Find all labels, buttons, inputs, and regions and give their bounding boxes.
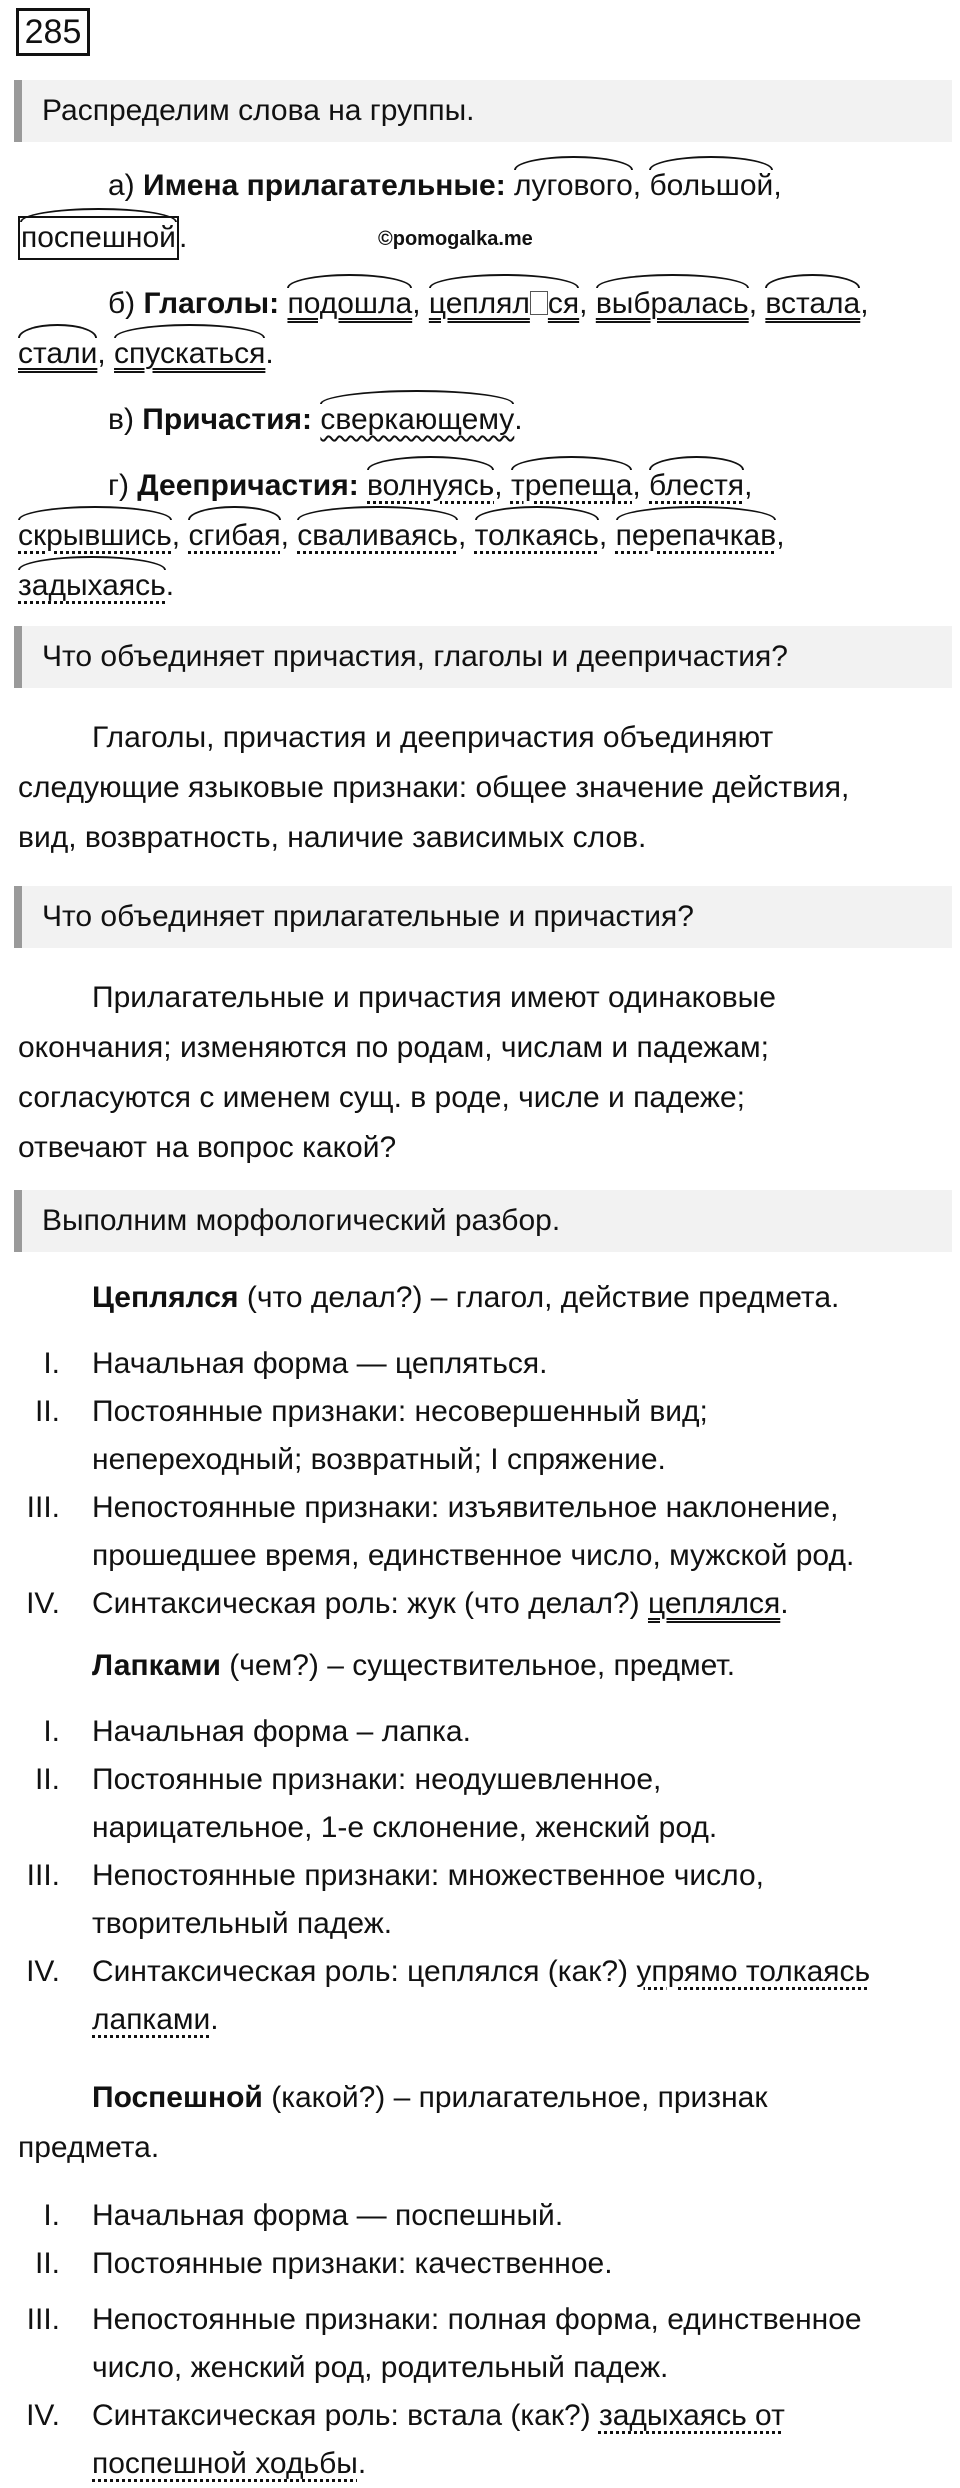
parse-item: Начальная форма — поспешный. — [92, 2199, 564, 2232]
paragraph-line: отвечают на вопрос какой? — [18, 1131, 397, 1164]
word-spuskatsya: спускаться — [114, 334, 265, 374]
paragraph-line: согласуются с именем сущ. в роде, числе и падеже; — [18, 1081, 746, 1114]
label-g: г) — [108, 469, 138, 502]
participles-heading: Причастия: — [142, 403, 313, 436]
parse-title-lapkami: Лапками (чем?) – существительное, предмет. — [92, 1649, 736, 1682]
underlined-adverbial: упрямо толкаясь — [636, 1955, 871, 1988]
exercise-number: 285 — [16, 8, 90, 56]
word-lugovogo: лугового — [514, 166, 633, 206]
word-svalivayas: сваливаясь — [297, 516, 458, 556]
paragraph-line: Глаголы, причастия и деепричастия объединяют — [92, 721, 774, 754]
roman-numeral: I. — [43, 1347, 60, 1380]
parse-item: прошедшее время, единственное число, мужской род. — [92, 1539, 855, 1572]
word-perepachkav: перепачкав — [616, 516, 777, 556]
parse-title-ceplyalsya: Цеплялся (что делал?) – глагол, действие предмета. — [92, 1281, 840, 1314]
parse-item: Непостоянные признаки: изъявительное наклонение, — [92, 1491, 839, 1524]
roman-numeral: II. — [34, 1763, 60, 1796]
word-sgibaya: сгибая — [188, 516, 280, 556]
word-pospeshnoy: поспешной — [18, 216, 179, 260]
gerunds-heading: Деепричастия: — [137, 469, 359, 502]
parse-item: Синтаксическая роль: жук (что делал?) цеплялся. — [92, 1587, 789, 1620]
roman-numeral: IV. — [26, 1587, 60, 1620]
word-vstala: встала — [765, 284, 860, 324]
underlined-predicate: цеплялся — [647, 1587, 781, 1620]
participles-line: в) Причастия: сверкающему. — [108, 400, 523, 440]
parse-item: Начальная форма — цепляться. — [92, 1347, 548, 1380]
parse-item: нарицательное, 1-е склонение, женский род. — [92, 1811, 718, 1844]
word-sverkayuschemu: сверкающему — [320, 400, 514, 440]
roman-numeral: II. — [34, 1395, 60, 1428]
label-b: б) — [108, 287, 144, 320]
paragraph-line: окончания; изменяются по родам, числам и падежам; — [18, 1031, 769, 1064]
gerunds-line-2: скрывшись, сгибая, сваливаясь, толкаясь, перепачкав, — [18, 516, 785, 556]
roman-numeral: IV. — [26, 1955, 60, 1988]
word-tolkayas: толкаясь — [475, 516, 599, 556]
word-blestya: блестя — [649, 466, 744, 506]
section-header-groups: Распределим слова на группы. — [14, 80, 952, 142]
roman-numeral: III. — [26, 2303, 60, 2336]
watermark: ©pomogalka.me — [378, 228, 533, 250]
verbs-line-2: стали, спускаться. — [18, 334, 274, 374]
parse-item: Синтаксическая роль: встала (как?) задыхаясь от — [92, 2399, 785, 2432]
parse-title-pospeshnoy: Поспешной (какой?) – прилагательное, признак — [92, 2081, 768, 2114]
underlined-adverbial: задыхаясь от — [598, 2399, 785, 2432]
word-trepescha: трепеща — [511, 466, 632, 506]
word-podoshla: подошла — [287, 284, 412, 324]
word-bolshoy: большой — [649, 166, 773, 206]
underlined-adverbial: лапками — [92, 2003, 211, 2036]
roman-numeral: I. — [43, 2199, 60, 2232]
verbs-line: б) Глаголы: подошла, цеплял ся, выбралась, встала, — [108, 284, 869, 324]
parse-item: поспешной ходьбы. — [92, 2447, 367, 2480]
paragraph-line: следующие языковые признаки: общее значение действия, — [18, 771, 850, 804]
parse-item: Непостоянные признаки: полная форма, единственное — [92, 2303, 862, 2336]
missing-letter-box — [530, 291, 548, 315]
word-ceplyalsya: цеплял ся — [429, 284, 579, 324]
gerunds-line-3: задыхаясь. — [18, 566, 174, 606]
word-vybralas: выбралась — [596, 284, 749, 324]
parse-item: Постоянные признаки: несовершенный вид; — [92, 1395, 708, 1428]
parse-item: число, женский род, родительный падеж. — [92, 2351, 669, 2384]
gerunds-line: г) Деепричастия: волнуясь, трепеща, блестя, — [108, 466, 752, 506]
roman-numeral: I. — [43, 1715, 60, 1748]
parse-item: Начальная форма – лапка. — [92, 1715, 471, 1748]
section-header-adjectives-common: Что объединяет прилагательные и причастия? — [14, 886, 952, 948]
word-stali: стали — [18, 334, 97, 374]
underlined-adverbial: поспешной ходьбы — [92, 2447, 358, 2480]
label-a: а) — [108, 169, 144, 202]
roman-numeral: II. — [34, 2247, 60, 2280]
adjectives-line: а) Имена прилагательные: лугового, большой, — [108, 166, 782, 206]
adjectives-heading: Имена прилагательные: — [143, 169, 506, 202]
parse-item: Непостоянные признаки: множественное число, — [92, 1859, 764, 1892]
parse-item: творительный падеж. — [92, 1907, 393, 1940]
word-zadykhayas: задыхаясь — [18, 566, 166, 606]
adjectives-line-2: поспешной . — [18, 216, 187, 260]
parse-item: непереходный; возвратный; I спряжение. — [92, 1443, 666, 1476]
parse-item: Синтаксическая роль: цеплялся (как?) упрямо толкаясь — [92, 1955, 871, 1988]
parse-item: лапками. — [92, 2003, 219, 2036]
word-skryvshis: скрывшись — [18, 516, 172, 556]
parse-item: Постоянные признаки: неодушевленное, — [92, 1763, 662, 1796]
word-volnuyas: волнуясь — [367, 466, 494, 506]
roman-numeral: III. — [26, 1859, 60, 1892]
verbs-heading: Глаголы: — [143, 287, 280, 320]
roman-numeral: IV. — [26, 2399, 60, 2432]
paragraph-line: Прилагательные и причастия имеют одинаковые — [92, 981, 776, 1014]
section-header-morphology: Выполним морфологический разбор. — [14, 1190, 952, 1252]
section-header-verbs-common: Что объединяет причастия, глаголы и деепричастия? — [14, 626, 952, 688]
label-v: в) — [108, 403, 143, 436]
paragraph-line: вид, возвратность, наличие зависимых слов. — [18, 821, 647, 854]
roman-numeral: III. — [26, 1491, 60, 1524]
parse-title-cont: предмета. — [18, 2131, 160, 2164]
parse-item: Постоянные признаки: качественное. — [92, 2247, 613, 2280]
